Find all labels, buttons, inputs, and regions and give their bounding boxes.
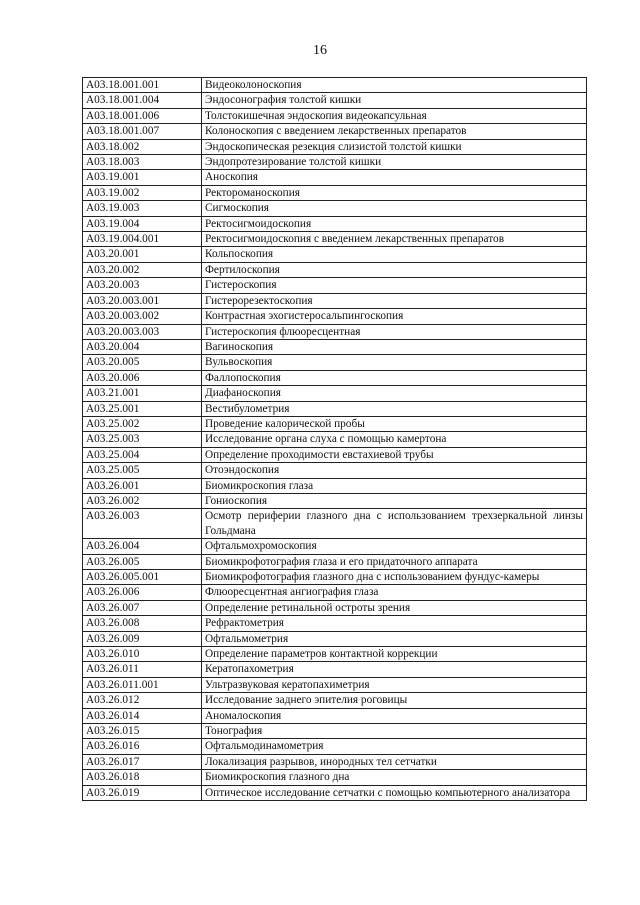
table-row — [83, 724, 587, 739]
table-row — [83, 463, 587, 478]
table-row — [83, 600, 587, 615]
service-code-cell: A03.26.017 — [83, 754, 202, 769]
service-code-cell: A03.26.019 — [83, 785, 202, 800]
table-row — [83, 478, 587, 493]
service-name-cell: Кератопахометрия — [202, 662, 587, 677]
table-row — [83, 293, 587, 308]
service-code-cell: A03.25.004 — [83, 447, 202, 462]
service-name-cell: Офтальмометрия — [202, 631, 587, 646]
page-number: 16 — [313, 43, 327, 58]
service-name-cell: Проведение калорической пробы — [202, 416, 587, 431]
table-row — [83, 754, 587, 769]
service-name-cell: Контрастная эхогистеросальпингоскопия — [202, 309, 587, 324]
service-code-cell: A03.18.001.007 — [83, 124, 202, 139]
service-name-cell: Ректосигмоидоскопия — [202, 216, 587, 231]
table-row — [83, 616, 587, 631]
service-name-cell: Тонография — [202, 724, 587, 739]
service-code-cell: A03.18.001.006 — [83, 108, 202, 123]
table-row — [83, 201, 587, 216]
table-row — [83, 170, 587, 185]
table-row — [83, 585, 587, 600]
table-row — [83, 370, 587, 385]
service-name-cell: Вагиноскопия — [202, 339, 587, 354]
table-row — [83, 339, 587, 354]
service-code-cell: A03.20.003.003 — [83, 324, 202, 339]
service-code-cell: A03.19.004 — [83, 216, 202, 231]
table-row — [83, 693, 587, 708]
service-name-cell: Отоэндоскопия — [202, 463, 587, 478]
service-code-cell: A03.26.014 — [83, 708, 202, 723]
service-name-cell: Оптическое исследование сетчатки с помощью компьютерного анализатора — [202, 785, 587, 800]
service-name-cell: Исследование органа слуха с помощью камертона — [202, 432, 587, 447]
service-name-cell: Ректороманоскопия — [202, 185, 587, 200]
table-row — [83, 570, 587, 585]
service-code-cell: A03.25.005 — [83, 463, 202, 478]
service-code-cell: A03.26.009 — [83, 631, 202, 646]
service-code-cell: A03.18.001.001 — [83, 78, 202, 93]
service-code-cell: A03.26.006 — [83, 585, 202, 600]
service-code-cell: A03.19.002 — [83, 185, 202, 200]
service-code-cell: A03.25.001 — [83, 401, 202, 416]
service-code-cell: A03.26.018 — [83, 770, 202, 785]
service-code-cell: A03.19.001 — [83, 170, 202, 185]
table-row — [83, 278, 587, 293]
service-name-cell: Биомикроскопия глаза — [202, 478, 587, 493]
service-code-cell: A03.20.001 — [83, 247, 202, 262]
service-code-cell: A03.26.011.001 — [83, 677, 202, 692]
service-code-cell: A03.26.016 — [83, 739, 202, 754]
service-code-cell: A03.18.001.004 — [83, 93, 202, 108]
table-row — [83, 662, 587, 677]
service-code-cell: A03.26.007 — [83, 600, 202, 615]
service-name-cell: Осмотр периферии глазного дна с использованием трехзеркальной линзы Гольдмана — [202, 509, 587, 539]
table-row — [83, 78, 587, 93]
table-row — [83, 309, 587, 324]
table-row — [83, 139, 587, 154]
service-name-cell: Биомикроскопия глазного дна — [202, 770, 587, 785]
service-name-cell: Фаллопоскопия — [202, 370, 587, 385]
service-code-cell: A03.18.002 — [83, 139, 202, 154]
service-name-cell: Сигмоскопия — [202, 201, 587, 216]
table-row — [83, 432, 587, 447]
table-row — [83, 108, 587, 123]
service-name-cell: Ректосигмоидоскопия с введением лекарственных препаратов — [202, 232, 587, 247]
table-row — [83, 739, 587, 754]
table-row — [83, 355, 587, 370]
service-code-cell: A03.26.015 — [83, 724, 202, 739]
service-name-cell: Эндопротезирование толстой кишки — [202, 155, 587, 170]
service-name-cell: Аномалоскопия — [202, 708, 587, 723]
table-row — [83, 155, 587, 170]
table-row — [83, 416, 587, 431]
service-name-cell: Эндосонография толстой кишки — [202, 93, 587, 108]
service-code-cell: A03.25.003 — [83, 432, 202, 447]
service-code-cell: A03.18.003 — [83, 155, 202, 170]
service-code-cell: A03.19.004.001 — [83, 232, 202, 247]
service-code-cell: A03.20.006 — [83, 370, 202, 385]
service-name-cell: Вестибулометрия — [202, 401, 587, 416]
service-code-cell: A03.26.010 — [83, 647, 202, 662]
service-code-cell: A03.26.002 — [83, 493, 202, 508]
table-row — [83, 539, 587, 554]
service-code-cell: A03.20.003.001 — [83, 293, 202, 308]
service-code-cell: A03.20.002 — [83, 262, 202, 277]
service-code-cell: A03.21.001 — [83, 386, 202, 401]
service-name-cell: Гистерорезектоскопия — [202, 293, 587, 308]
service-name-cell: Локализация разрывов, инородных тел сетчатки — [202, 754, 587, 769]
service-name-cell: Офтальмодинамометрия — [202, 739, 587, 754]
service-name-cell: Ультразвуковая кератопахиметрия — [202, 677, 587, 692]
service-name-cell: Гониоскопия — [202, 493, 587, 508]
service-code-cell: A03.26.005.001 — [83, 570, 202, 585]
service-name-cell: Гистероскопия — [202, 278, 587, 293]
service-code-table — [82, 77, 587, 801]
service-name-cell: Аноскопия — [202, 170, 587, 185]
table-row — [83, 785, 587, 800]
service-name-cell: Биомикрофотография глазного дна с использованием фундус-камеры — [202, 570, 587, 585]
service-name-cell: Определение проходимости евстахиевой трубы — [202, 447, 587, 462]
service-code-cell: A03.26.008 — [83, 616, 202, 631]
table-row — [83, 93, 587, 108]
service-name-cell: Колоноскопия с введением лекарственных препаратов — [202, 124, 587, 139]
table-body — [83, 78, 587, 801]
service-code-cell: A03.20.004 — [83, 339, 202, 354]
service-name-cell: Кольпоскопия — [202, 247, 587, 262]
service-code-cell: A03.26.012 — [83, 693, 202, 708]
table-row — [83, 262, 587, 277]
service-name-cell: Исследование заднего эпителия роговицы — [202, 693, 587, 708]
table-row — [83, 324, 587, 339]
table-row — [83, 386, 587, 401]
table-row — [83, 124, 587, 139]
service-code-cell: A03.26.005 — [83, 554, 202, 569]
table-row — [83, 401, 587, 416]
service-name-cell: Биомикрофотография глаза и его придаточного аппарата — [202, 554, 587, 569]
service-name-cell: Гистероскопия флюоресцентная — [202, 324, 587, 339]
service-name-cell: Видеоколоноскопия — [202, 78, 587, 93]
service-code-cell: A03.26.004 — [83, 539, 202, 554]
table-row — [83, 216, 587, 231]
table-row — [83, 647, 587, 662]
service-name-cell: Диафаноскопия — [202, 386, 587, 401]
table-row — [83, 708, 587, 723]
service-name-cell: Фертилоскопия — [202, 262, 587, 277]
table-row — [83, 493, 587, 508]
table-row — [83, 232, 587, 247]
table-row — [83, 677, 587, 692]
service-code-cell: A03.20.003.002 — [83, 309, 202, 324]
service-name-cell: Определение ретинальной остроты зрения — [202, 600, 587, 615]
service-code-cell: A03.26.011 — [83, 662, 202, 677]
service-name-cell: Вульвоскопия — [202, 355, 587, 370]
service-code-cell: A03.19.003 — [83, 201, 202, 216]
table-row — [83, 509, 587, 539]
table-row — [83, 247, 587, 262]
service-name-cell: Толстокишечная эндоскопия видеокапсульная — [202, 108, 587, 123]
service-code-cell: A03.26.003 — [83, 509, 202, 539]
table-row — [83, 185, 587, 200]
service-code-cell: A03.20.005 — [83, 355, 202, 370]
table-row — [83, 554, 587, 569]
service-name-cell: Определение параметров контактной коррекции — [202, 647, 587, 662]
service-name-cell: Офтальмохромоскопия — [202, 539, 587, 554]
service-name-cell: Рефрактометрия — [202, 616, 587, 631]
service-code-cell: A03.26.001 — [83, 478, 202, 493]
service-name-cell: Эндоскопическая резекция слизистой толстой кишки — [202, 139, 587, 154]
service-code-cell: A03.25.002 — [83, 416, 202, 431]
table-row — [83, 631, 587, 646]
table-row — [83, 770, 587, 785]
service-code-cell: A03.20.003 — [83, 278, 202, 293]
table-row — [83, 447, 587, 462]
service-name-cell: Флюоресцентная ангиография глаза — [202, 585, 587, 600]
